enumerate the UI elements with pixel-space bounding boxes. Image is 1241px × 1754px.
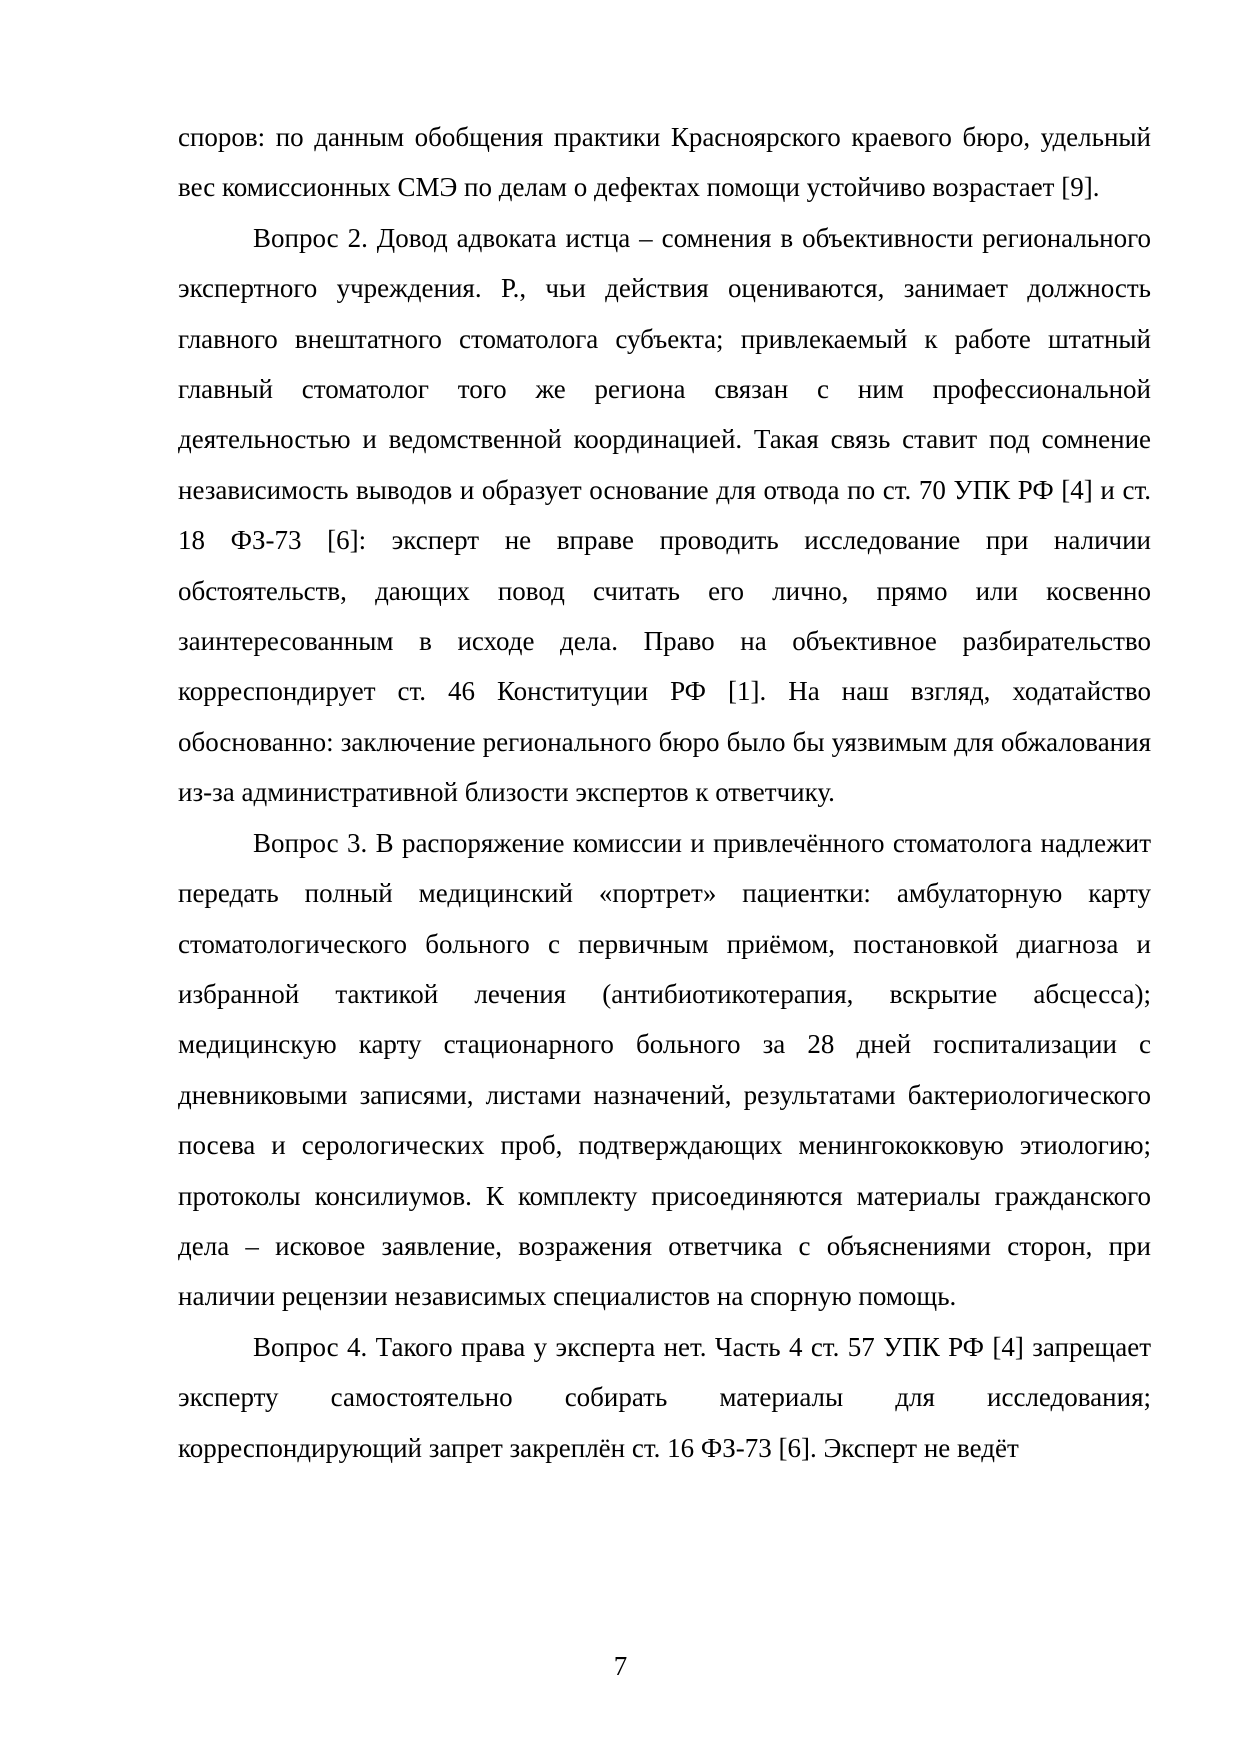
- paragraph-question-2: Вопрос 2. Довод адвоката истца – сомнения в объективности регионального экспертного учреждения. Р., чьи действия оцениваются, занимает должность главного внештатного стоматолога субъекта; привлекаемый к работе штатный главный стоматолог того же региона связан с ним профессиональной деятельностью и ведомственной координацией. Такая связь ставит под сомнение независимость выводов и образует основание для отвода по ст. 70 УПК РФ [4] и ст. 18 ФЗ-73 [6]: эксперт не вправе проводить исследование при наличии обстоятельств, дающих повод считать его лично, прямо или косвенно заинтересованным в исходе дела. Право на объективное разбирательство корреспондирует ст. 46 Конституции РФ [1]. На наш взгляд, ходатайство обоснованно: заключение регионального бюро было бы уязвимым для обжалования из-за административной близости экспертов к ответчику.: [178, 222, 1151, 808]
- document-body: [178, 112, 1151, 1473]
- paragraph-question-4: Вопрос 4. Такого права у эксперта нет. Часть 4 ст. 57 УПК РФ [4] запрещает эксперту самостоятельно собирать материалы для исследования; корреспондирующий запрет закреплён ст. 16 ФЗ-73 [6]. Эксперт не ведёт: [178, 1331, 1151, 1463]
- paragraph-continuation: споров: по данным обобщения практики Красноярского краевого бюро, удельный вес комиссионных СМЭ по делам о дефектах помощи устойчиво возрастает [9].: [178, 122, 1151, 203]
- paragraph-question-3: Вопрос 3. В распоряжение комиссии и привлечённого стоматолога надлежит передать полный медицинский «портрет» пациентки: амбулаторную карту стоматологического больного с первичным приёмом, постановкой диагноза и избранной тактикой лечения (антибиотикотерапия, вскрытие абсцесса); медицинскую карту стационарного больного за 28 дней госпитализации с дневниковыми записями, листами назначений, результатами бактериологического посева и серологических проб, подтверждающих менингококковую этиологию; протоколы консилиумов. К комплекту присоединяются материалы гражданского дела – исковое заявление, возражения ответчика с объяснениями сторон, при наличии рецензии независимых специалистов на спорную помощь.: [178, 827, 1151, 1312]
- page-number: 7: [613, 1651, 628, 1681]
